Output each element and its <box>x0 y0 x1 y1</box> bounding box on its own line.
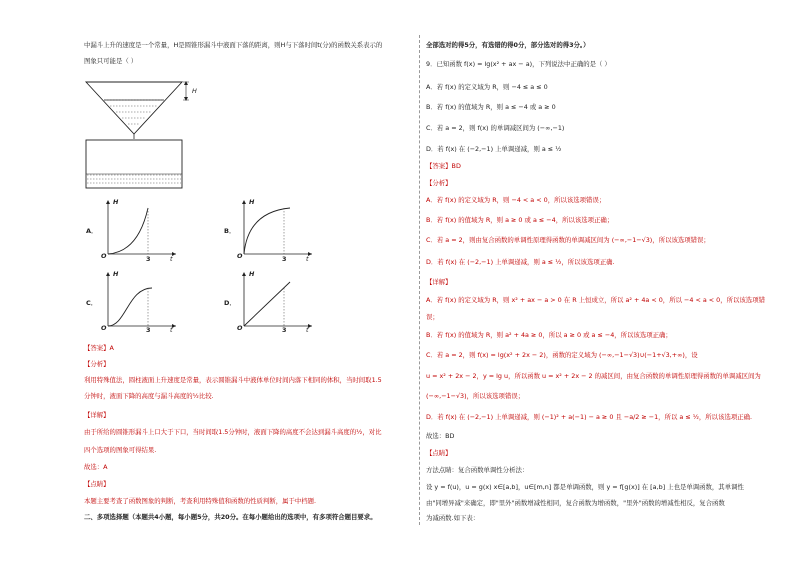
q9-comment-line3: 由"同增异减"来确定，即"里外"函数增减性相同，复合函数为增函数，"里外"函数的增减性相反，复合函数 <box>426 499 725 507</box>
q9-option-d: D．若 f(x) 在 (−2,−1) 上单调递减，则 a ≤ ½ <box>426 145 562 153</box>
q9-detail-line2: 误； <box>426 313 439 321</box>
funnel-cylinder-figure <box>84 76 204 192</box>
q9-detail-line7: D．若 f(x) 在 (−2,−1) 上单调递减，则 (−1)² + a(−1) − a ≥ 0 且 −a/2 ≥ −1，所以 a ≤ ½，所以该选项正确. <box>426 413 753 421</box>
q9-detail-line1: A．若 f(x) 的定义域为 R，则 x² + ax − a > 0 在 R 上恒成立，所以 a² + 4a < 0，所以 −4 < a < 0，所以该选项错 <box>426 296 765 304</box>
comment-heading: 【点睛】 <box>84 480 110 488</box>
option-a-graph <box>98 198 178 264</box>
option-d-origin: O <box>237 324 243 332</box>
option-c-graph <box>98 270 178 336</box>
q9-detail-line6: (−∞,−1−√3)，所以该选项错误； <box>426 392 525 400</box>
detail-heading: 【详解】 <box>84 411 110 419</box>
q9-option-a: A．若 f(x) 的定义域为 R，则 −4 ≤ a ≤ 0 <box>426 83 548 91</box>
option-b-axis-x: t <box>306 255 309 263</box>
q9-option-c: C．若 a = 2，则 f(x) 的单调减区间为 (−∞,−1) <box>426 124 565 132</box>
analysis-line1: 利用特殊值法，圆柱液面上升速度是常量，表示圆锥漏斗中液体单位时间内落下相同的体积，当时间取1.5 <box>84 376 382 384</box>
q9-analysis-heading: 【分析】 <box>426 179 452 187</box>
option-d-graph <box>234 270 314 336</box>
q9-comment-line1: 方法点睛：复合函数单调性分析法： <box>426 466 529 474</box>
option-c-tick: 3 <box>146 326 151 334</box>
question-text-line1: 中漏斗上升的速度是一个常量，H是圆锥形漏斗中液面下落的距离，则H与下落时间t(分)的函数关系表示的 <box>84 41 383 49</box>
option-b-origin: O <box>237 252 243 260</box>
option-d-tick: 3 <box>282 326 287 334</box>
q9-comment-heading: 【点睛】 <box>426 449 452 457</box>
q9-detail-line8: 故选：BD <box>426 432 455 440</box>
q9-analysis-line1: A．若 f(x) 的定义域为 R，则 −4 < a < 0，所以该选项错误； <box>426 196 606 204</box>
detail-line2: 四个选项的图象可得结果. <box>84 446 157 454</box>
option-b-label: B． <box>224 227 236 235</box>
figure-label-H: H <box>192 87 197 95</box>
option-c-origin: O <box>101 324 107 332</box>
q9-detail-line3: B．若 f(x) 的值域为 R，则 a² + 4a ≥ 0，所以 a ≥ 0 或 a ≤ −4，所以该选项正确； <box>426 331 672 339</box>
section-two-heading: 二、多项选择题（本题共4小题，每小题5分，共20分。在每小题给出的选项中，有多项符合题目要求。 <box>84 513 377 521</box>
question-9: 9．已知函数 f(x) = lg(x² + ax − a)，下列说法中正确的是（ ） <box>426 60 611 68</box>
q9-analysis-line2: B．若 f(x) 的值域为 R，则 a ≥ 0 或 a ≤ −4，所以该选项正确； <box>426 216 614 224</box>
option-a-tick: 3 <box>146 255 151 263</box>
comment-text: 本题主要考查了函数图象的判断，考查利用特殊值和函数的性质判断，属于中档题. <box>84 497 317 505</box>
q9-comment-line2: 设 y = f(u)，u = g(x) x∈[a,b]，u∈[m,n] 都是单调函数，则 y = f[g(x)] 在 [a,b] 上也是单调函数，其单调性 <box>426 483 744 491</box>
q9-detail-heading: 【详解】 <box>426 278 452 286</box>
analysis-line2: 分钟时，液面下降的高度与漏斗高度的½比较. <box>84 392 214 400</box>
option-a-label: A． <box>86 227 98 235</box>
q9-detail-line5: u = x² + 2x − 2，y = lg u，所以函数 u = x² + 2x − 2 的减区间，由复合函数的单调性原理得函数的单调减区间为 <box>426 372 761 380</box>
option-d-label: D． <box>224 299 236 307</box>
q9-answer: 【答案】BD <box>426 162 461 170</box>
option-c-axis-x: t <box>170 326 173 334</box>
detail-line3: 故选：A <box>84 463 108 471</box>
scoring-note: 全部选对的得5分，有选错的得0分，部分选对的得3分。） <box>426 41 590 49</box>
q9-analysis-line3: C．若 a = 2，则由复合函数的单调性原理得函数的单调减区间为 (−∞,−1−√3)，所以该选项错误； <box>426 236 710 244</box>
question-text-line2: 图象只可能是（ ） <box>84 57 138 65</box>
option-d-axis-y: H <box>249 270 255 278</box>
option-b-graph <box>234 198 314 264</box>
q9-detail-line4: C．若 a = 2，则 f(x) = lg(x² + 2x − 2)，函数的定义域为 (−∞,−1−√3)∪(−1+√3,+∞)，设 <box>426 351 698 359</box>
option-b-tick: 3 <box>282 255 287 263</box>
column-divider <box>419 35 420 525</box>
option-b-axis-y: H <box>249 198 255 206</box>
q9-option-b: B．若 f(x) 的值域为 R，则 a ≤ −4 或 a ≥ 0 <box>426 103 556 111</box>
q9-analysis-line4: D．若 f(x) 在 (−2,−1) 上单调递减，则 a ≤ ½，所以该选项正确. <box>426 258 615 266</box>
option-d-axis-x: t <box>306 326 309 334</box>
option-a-origin: O <box>101 252 107 260</box>
answer-label: 【答案】A <box>84 344 114 352</box>
option-a-axis-y: H <box>113 198 119 206</box>
option-c-label: C． <box>86 299 98 307</box>
analysis-heading: 【分析】 <box>84 360 110 368</box>
option-c-axis-y: H <box>113 270 119 278</box>
option-a-axis-x: t <box>170 255 173 263</box>
detail-line1: 由于所给的圆锥形漏斗上口大于下口，当时间取1.5分钟时，液面下降的高度不会达到漏斗高度的½，对比 <box>84 428 382 436</box>
q9-comment-line4: 为减函数.如下表： <box>426 514 480 522</box>
